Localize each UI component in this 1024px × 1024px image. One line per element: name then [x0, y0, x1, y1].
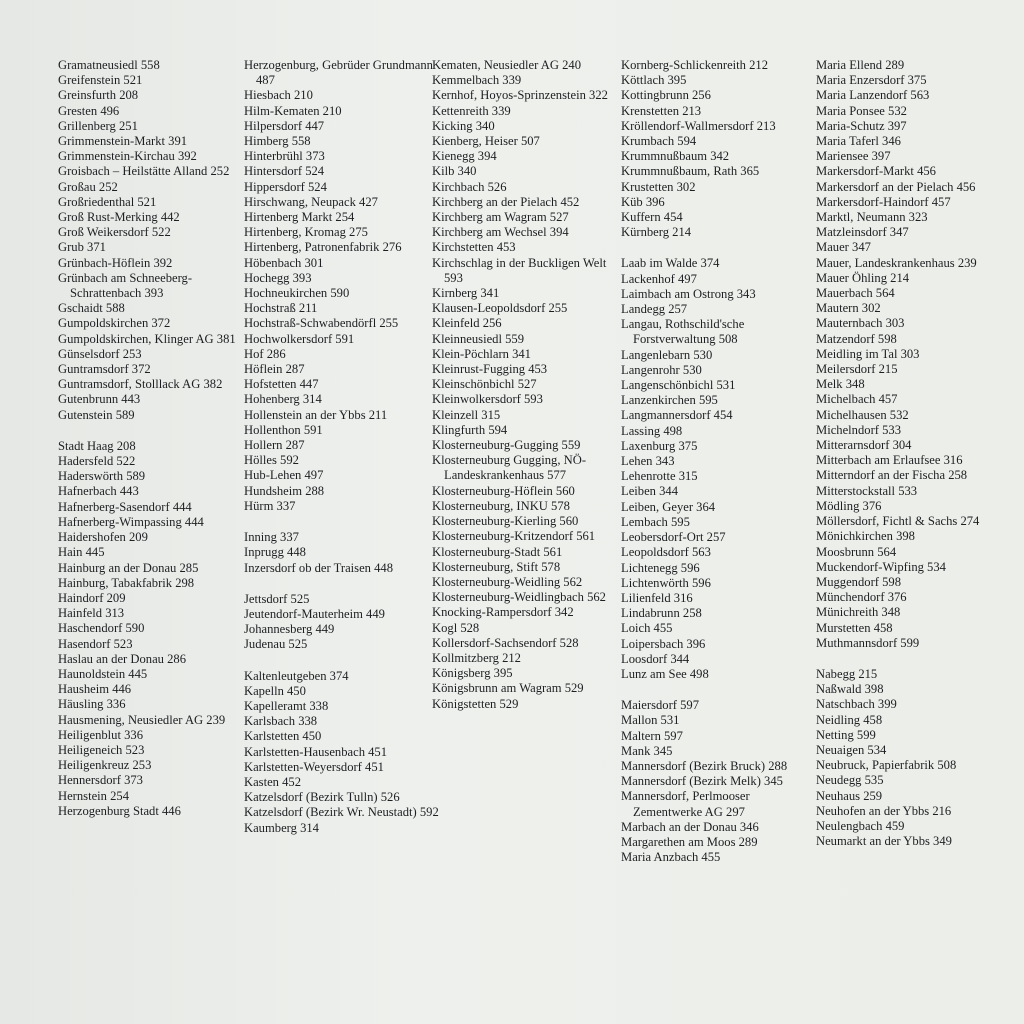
index-entry: Köttlach 395 [621, 73, 687, 88]
index-entry: Himberg 558 [244, 134, 311, 149]
section-gap [621, 682, 817, 698]
index-entry: Mautern 302 [816, 301, 881, 316]
index-entry: Kettenreith 339 [432, 103, 511, 118]
index-entry: Kirnberg 341 [432, 286, 500, 301]
index-entry: Muthmannsdorf 599 [816, 635, 920, 650]
index-entry: Kirchstetten 453 [432, 240, 516, 255]
index-entry: Herzogenburg, Gebrüder Grundmann 487 [244, 58, 433, 88]
index-entry: Heiligenblut 336 [58, 727, 143, 742]
index-entry: Mauer Öhling 214 [816, 270, 910, 285]
index-entry: Markersdorf-Markt 456 [816, 164, 936, 179]
index-entry: Hollern 287 [244, 438, 305, 453]
index-entry: Grub 371 [58, 240, 106, 255]
index-entry: Haderswörth 589 [58, 469, 146, 484]
index-entry: Leiben, Geyer 364 [621, 499, 716, 514]
index-entry: Greinsfurth 208 [58, 88, 139, 103]
index-entry: Häusling 336 [58, 697, 126, 712]
index-entry: Katzelsdorf (Bezirk Wr. Neustadt) 592 [244, 805, 439, 820]
index-entry: Langau, Rothschild'sche Forstverwaltung 508 [621, 317, 745, 347]
index-entry: Langenrohr 530 [621, 362, 702, 377]
index-entry: Hinterbrühl 373 [244, 149, 325, 164]
index-entry: Kilb 340 [432, 164, 477, 179]
index-entry: Markersdorf-Haindorf 457 [816, 194, 951, 209]
index-entry: Langmannersdorf 454 [621, 408, 733, 423]
index-entry: Hirtenberg Markt 254 [244, 210, 355, 225]
index-entry: Kleinfeld 256 [432, 316, 502, 331]
index-entry: Hürm 337 [244, 498, 296, 513]
index-entry: Loosdorf 344 [621, 651, 690, 666]
index-entry: Karlstetten-Hausenbach 451 [244, 744, 388, 759]
index-entry: Hilpersdorf 447 [244, 118, 325, 133]
index-entry: Maria Taferl 346 [816, 134, 901, 149]
index-entry: Kasten 452 [244, 774, 302, 789]
index-entry: Lassing 498 [621, 423, 683, 438]
index-entry: Kuffern 454 [621, 210, 683, 225]
index-entry: Hainfeld 313 [58, 606, 125, 621]
index-entry: Münichreith 348 [816, 605, 901, 620]
index-entry: Königsberg 395 [432, 666, 513, 681]
index-entry: Hölles 592 [244, 453, 299, 468]
index-entry: Krummnußbaum, Rath 365 [621, 164, 760, 179]
index-entry: Kienegg 394 [432, 149, 497, 164]
index-entry: Nabegg 215 [816, 666, 878, 681]
index-entry: Lilienfeld 316 [621, 590, 693, 605]
index-entry: Mitterndorf an der Fischa 258 [816, 468, 968, 483]
index-entry: Marktl, Neumann 323 [816, 210, 928, 225]
index-entry: Klosterneuburg, Stift 578 [432, 559, 561, 574]
index-entry: Marbach an der Donau 346 [621, 819, 759, 834]
index-entry: Lackenhof 497 [621, 271, 697, 286]
index-entry: Haslau an der Donau 286 [58, 651, 186, 666]
index-entry: Leopoldsdorf 563 [621, 545, 711, 560]
index-entry: Kollersdorf-Sachsendorf 528 [432, 635, 579, 650]
index-entry: Hochwolkersdorf 591 [244, 331, 355, 346]
index-entry: Muggendorf 598 [816, 574, 901, 589]
index-entry: Kollmitzberg 212 [432, 650, 521, 665]
index-entry: Mauternbach 303 [816, 316, 905, 331]
index-entry: Mitterarnsdorf 304 [816, 438, 912, 453]
index-entry: Neidling 458 [816, 712, 883, 727]
index-entry: Kirchberg am Wechsel 394 [432, 225, 569, 240]
index-entry: Münchendorf 376 [816, 590, 907, 605]
index-column-1 [58, 58, 254, 819]
index-column-2 [244, 58, 440, 836]
index-entry: Natschbach 399 [816, 697, 897, 712]
index-entry: Kottingbrunn 256 [621, 88, 711, 103]
section-gap [244, 514, 440, 530]
index-entry: Murstetten 458 [816, 620, 893, 635]
index-entry: Hafnerberg-Wimpassing 444 [58, 514, 204, 529]
section-gap [816, 651, 1016, 667]
index-entry: Kröllendorf-Wallmersdorf 213 [621, 118, 776, 133]
index-entry: Höflein 287 [244, 362, 305, 377]
index-entry: Guntramsdorf, Stolllack AG 382 [58, 377, 223, 392]
index-entry: Klosterneuburg, INKU 578 [432, 498, 570, 513]
index-entry: Stadt Haag 208 [58, 438, 136, 453]
index-entry: Muckendorf-Wipfing 534 [816, 559, 946, 574]
index-entry: Gutenbrunn 443 [58, 392, 141, 407]
index-entry: Hochstraß-Schwabendörfl 255 [244, 316, 399, 331]
index-entry: Kapelleramt 338 [244, 698, 329, 713]
index-entry: Langenlebarn 530 [621, 347, 713, 362]
index-entry: Grillenberg 251 [58, 118, 138, 133]
index-entry: Krenstetten 213 [621, 103, 702, 118]
index-entry: Hainburg, Tabakfabrik 298 [58, 575, 195, 590]
index-entry: Hintersdorf 524 [244, 164, 325, 179]
index-entry: Hausmening, Neusiedler AG 239 [58, 712, 226, 727]
index-entry: Klosterneuburg-Gugging 559 [432, 438, 581, 453]
index-entry: Mauer 347 [816, 240, 871, 255]
section-gap [621, 240, 817, 256]
index-entry: Hasendorf 523 [58, 636, 133, 651]
index-entry: Hirschwang, Neupack 427 [244, 194, 378, 209]
index-entry: Leiben 344 [621, 484, 679, 499]
index-entry: Gutenstein 589 [58, 407, 135, 422]
index-entry: Naßwald 398 [816, 682, 884, 697]
index-entry: Michelbach 457 [816, 392, 898, 407]
index-entry: Mauerbach 564 [816, 286, 895, 301]
index-entry: Hernstein 254 [58, 788, 129, 803]
index-entry: Michelhausen 532 [816, 407, 909, 422]
index-entry: Haunoldstein 445 [58, 666, 148, 681]
index-entry: Melk 348 [816, 377, 865, 392]
index-entry: Haidershofen 209 [58, 530, 148, 545]
index-entry: Hain 445 [58, 545, 105, 560]
index-entry: Maiersdorf 597 [621, 698, 699, 713]
index-entry: Klosterneuburg-Kierling 560 [432, 514, 579, 529]
index-entry: Lanzenkirchen 595 [621, 393, 718, 408]
index-entry: Judenau 525 [244, 637, 308, 652]
index-entry: Kienberg, Heiser 507 [432, 134, 540, 149]
index-entry: Neuhofen an der Ybbs 216 [816, 803, 952, 818]
section-gap [244, 576, 440, 592]
index-entry: Gresten 496 [58, 103, 120, 118]
index-entry: Neudegg 535 [816, 773, 884, 788]
index-entry: Küb 396 [621, 194, 665, 209]
index-entry: Neuaigen 534 [816, 742, 887, 757]
index-entry: Mannersdorf (Bezirk Bruck) 288 [621, 758, 788, 773]
index-entry: Klosterneuburg-Weidling 562 [432, 574, 583, 589]
index-entry: Hainburg an der Donau 285 [58, 560, 199, 575]
index-entry: Heiligeneich 523 [58, 742, 145, 757]
index-column-5 [816, 58, 1016, 849]
index-entry: Heiligenkreuz 253 [58, 758, 152, 773]
index-entry: Mannersdorf (Bezirk Melk) 345 [621, 774, 783, 789]
index-entry: Kicking 340 [432, 118, 495, 133]
index-entry: Maria Ellend 289 [816, 58, 905, 72]
index-entry: Groisbach – Heilstätte Alland 252 [58, 164, 230, 179]
index-entry: Haindorf 209 [58, 590, 126, 605]
index-entry: Klosterneuburg-Höflein 560 [432, 483, 575, 498]
index-entry: Klosterneuburg-Kritzendorf 561 [432, 529, 596, 544]
index-entry: Kirchberg an der Pielach 452 [432, 194, 580, 209]
index-entry: Kernhof, Hoyos-Sprinzenstein 322 [432, 88, 608, 103]
index-entry: Mauer, Landeskrankenhaus 239 [816, 255, 977, 270]
index-entry: Klosterneuburg-Stadt 561 [432, 544, 563, 559]
index-entry: Mallon 531 [621, 713, 680, 728]
index-entry: Haschendorf 590 [58, 621, 145, 636]
index-entry: Maria Lanzendorf 563 [816, 88, 930, 103]
index-entry: Kirchschlag in der Buckligen Welt 593 [432, 255, 607, 285]
index-entry: Hofstetten 447 [244, 377, 319, 392]
index-entry: Kleinneusiedl 559 [432, 331, 524, 346]
index-entry: Gschaidt 588 [58, 301, 125, 316]
index-entry: Leobersdorf-Ort 257 [621, 530, 726, 545]
index-entry: Königsbrunn am Wagram 529 [432, 681, 584, 696]
index-entry: Kürnberg 214 [621, 225, 692, 240]
index-entry: Inning 337 [244, 530, 299, 545]
index-entry: Grimmenstein-Markt 391 [58, 134, 188, 149]
index-entry: Kapelln 450 [244, 683, 306, 698]
index-entry: Hadersfeld 522 [58, 454, 136, 469]
index-entry: Gumpoldskirchen 372 [58, 316, 171, 331]
index-entry: Höbenbach 301 [244, 255, 324, 270]
index-entry: Hochegg 393 [244, 270, 312, 285]
index-entry: Mariensee 397 [816, 149, 891, 164]
index-entry: Laab im Walde 374 [621, 256, 720, 271]
index-entry: Markersdorf an der Pielach 456 [816, 179, 976, 194]
index-entry: Klingfurth 594 [432, 422, 508, 437]
index-entry: Hafnerbach 443 [58, 484, 139, 499]
index-entry: Matzendorf 598 [816, 331, 897, 346]
index-entry: Kleinwolkersdorf 593 [432, 392, 543, 407]
index-entry: Moosbrunn 564 [816, 544, 897, 559]
index-entry: Klosterneuburg Gugging, NÖ-Landeskrankenhaus 577 [432, 453, 587, 483]
index-entry: Michelndorf 533 [816, 422, 901, 437]
index-entry: Klausen-Leopoldsdorf 255 [432, 301, 568, 316]
index-entry: Maria Ponsee 532 [816, 103, 907, 118]
index-entry: Hennersdorf 373 [58, 773, 143, 788]
index-entry: Grünbach am Schneeberg-Schrattenbach 393 [58, 270, 193, 301]
index-entry: Großau 252 [58, 179, 118, 194]
index-entry: Maria Anzbach 455 [621, 850, 721, 865]
section-gap [58, 423, 254, 439]
index-entry: Lehenrotte 315 [621, 469, 698, 484]
index-entry: Karlsbach 338 [244, 714, 318, 729]
index-entry: Neubruck, Papierfabrik 508 [816, 758, 957, 773]
index-entry: Laimbach am Ostrong 343 [621, 286, 756, 301]
index-entry: Krummnußbaum 342 [621, 149, 730, 164]
index-entry: Günselsdorf 253 [58, 346, 142, 361]
index-column-4 [621, 58, 817, 865]
index-entry: Hochneukirchen 590 [244, 286, 350, 301]
index-entry: Maria-Schutz 397 [816, 118, 907, 133]
index-entry: Mitterstockstall 533 [816, 483, 918, 498]
index-entry: Groß Weikersdorf 522 [58, 225, 171, 240]
index-entry: Hollenstein an der Ybbs 211 [244, 407, 388, 422]
index-entry: Kemmelbach 339 [432, 73, 522, 88]
index-entry: Jeutendorf-Mauterheim 449 [244, 606, 385, 621]
section-gap [244, 653, 440, 669]
index-entry: Krustetten 302 [621, 179, 696, 194]
index-entry: Gramatneusiedl 558 [58, 58, 160, 72]
index-entry: Jettsdorf 525 [244, 591, 310, 606]
index-entry: Hausheim 446 [58, 682, 132, 697]
index-entry: Hub-Lehen 497 [244, 468, 324, 483]
index-entry: Mannersdorf, Perlmooser Zementwerke AG 297 [621, 789, 750, 819]
index-entry: Lehen 343 [621, 454, 675, 469]
index-entry: Gumpoldskirchen, Klinger AG 381 [58, 331, 236, 346]
index-entry: Hippersdorf 524 [244, 179, 327, 194]
index-entry: Hirtenberg, Kromag 275 [244, 225, 368, 240]
index-entry: Hilm-Kematen 210 [244, 103, 342, 118]
index-entry: Kornberg-Schlickenreith 212 [621, 58, 769, 72]
index-entry: Margarethen am Moos 289 [621, 834, 758, 849]
index-entry: Mank 345 [621, 743, 673, 758]
index-entry: Großriedenthal 521 [58, 194, 157, 209]
index-entry: Königstetten 529 [432, 696, 519, 711]
index-entry: Karlstetten-Weyersdorf 451 [244, 759, 384, 774]
index-entry: Loipersbach 396 [621, 636, 706, 651]
index-entry: Hollenthon 591 [244, 422, 323, 437]
index-entry: Kirchberg am Wagram 527 [432, 210, 569, 225]
index-entry: Kleinrust-Fugging 453 [432, 362, 548, 377]
index-entry: Groß Rust-Merking 442 [58, 210, 180, 225]
index-entry: Karlstetten 450 [244, 729, 322, 744]
index-entry: Krumbach 594 [621, 134, 697, 149]
index-entry: Matzleinsdorf 347 [816, 225, 909, 240]
index-entry: Kleinschönbichl 527 [432, 377, 537, 392]
index-entry: Kirchbach 526 [432, 179, 507, 194]
index-entry: Inzersdorf ob der Traisen 448 [244, 560, 393, 575]
index-entry: Kleinzell 315 [432, 407, 501, 422]
index-entry: Mödling 376 [816, 498, 882, 513]
index-entry: Greifenstein 521 [58, 73, 143, 88]
index-entry: Knocking-Rampersdorf 342 [432, 605, 574, 620]
index-entry: Mönichkirchen 398 [816, 529, 915, 544]
index-entry: Langenschönbichl 531 [621, 378, 736, 393]
index-entry: Johannesberg 449 [244, 622, 335, 637]
index-entry: Hirtenberg, Patronenfabrik 276 [244, 240, 402, 255]
index-entry: Herzogenburg Stadt 446 [58, 803, 181, 818]
index-entry: Maria Enzersdorf 375 [816, 73, 927, 88]
index-entry: Netting 599 [816, 727, 876, 742]
index-entry: Lichtenwörth 596 [621, 575, 711, 590]
index-entry: Loich 455 [621, 621, 673, 636]
index-entry: Kaltenleutgeben 374 [244, 668, 349, 683]
index-entry: Lindabrunn 258 [621, 606, 702, 621]
index-entry: Hafnerberg-Sasendorf 444 [58, 499, 192, 514]
index-entry: Hundsheim 288 [244, 483, 325, 498]
index-entry: Inprugg 448 [244, 545, 306, 560]
index-entry: Möllersdorf, Fichtl & Sachs 274 [816, 514, 980, 529]
index-entry: Kematen, Neusiedler AG 240 [432, 58, 581, 72]
index-entry: Hohenberg 314 [244, 392, 322, 407]
index-entry: Hochstraß 211 [244, 301, 318, 316]
index-entry: Meidling im Tal 303 [816, 346, 920, 361]
index-entry: Hof 286 [244, 346, 286, 361]
index-entry: Neulengbach 459 [816, 818, 905, 833]
index-entry: Meilersdorf 215 [816, 362, 898, 377]
index-entry: Katzelsdorf (Bezirk Tulln) 526 [244, 790, 400, 805]
index-entry: Klein-Pöchlarn 341 [432, 346, 531, 361]
index-entry: Maltern 597 [621, 728, 683, 743]
index-entry: Grimmenstein-Kirchau 392 [58, 149, 197, 164]
index-column-3 [432, 58, 628, 712]
index-entry: Kaumberg 314 [244, 820, 319, 835]
index-entry: Grünbach-Höflein 392 [58, 255, 173, 270]
index-entry: Mitterbach am Erlaufsee 316 [816, 453, 963, 468]
index-entry: Klosterneuburg-Weidlingbach 562 [432, 590, 606, 605]
index-entry: Lunz am See 498 [621, 666, 709, 681]
index-entry: Kogl 528 [432, 620, 480, 635]
index-entry: Hiesbach 210 [244, 88, 313, 103]
index-entry: Lichtenegg 596 [621, 560, 700, 575]
index-entry: Neumarkt an der Ybbs 349 [816, 834, 952, 849]
index-entry: Guntramsdorf 372 [58, 362, 151, 377]
index-entry: Laxenburg 375 [621, 438, 698, 453]
index-entry: Lembach 595 [621, 514, 690, 529]
index-entry: Neuhaus 259 [816, 788, 883, 803]
index-entry: Landegg 257 [621, 302, 688, 317]
